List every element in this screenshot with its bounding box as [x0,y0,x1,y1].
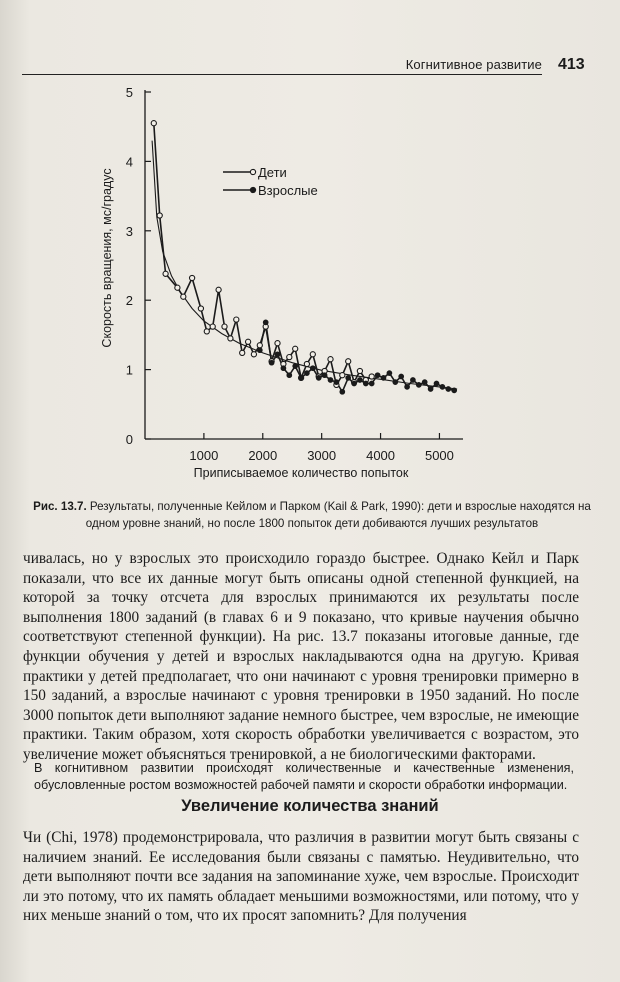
adults-data-point [422,380,427,385]
children-data-point [346,359,351,364]
children-data-point [204,329,209,334]
children-data-point [293,346,298,351]
adults-data-point [269,360,274,365]
adults-data-point [352,381,357,386]
adults-data-point [375,373,380,378]
adults-data-point [446,387,451,392]
y-tick-label: 0 [125,432,133,447]
adults-data-point [334,380,339,385]
y-tick-label: 5 [125,85,133,100]
adults-data-point [381,376,386,381]
adults-data-point [263,320,268,325]
section-heading: Увеличение количества знаний [181,797,439,815]
children-data-point [216,287,221,292]
children-data-point [240,350,245,355]
children-data-point [328,357,333,362]
x-tick-label: 1000 [189,448,219,463]
children-data-point [157,213,162,218]
children-data-point [275,341,280,346]
adults-data-point [417,383,422,388]
adults-data-point [358,378,363,383]
adults-data-point [299,376,304,381]
x-tick-label: 5000 [424,448,454,463]
body-paragraph-2: Чи (Chi, 1978) продемонстрировала, что различия в развитии могут быть связаны с наличием знаний. Ее исследования были связаны с памятью. Неудивительно, что дети выполняют почти все задания на запоминание хуже, чем взрослые. Происходит ли это потому, что их память обладает меньшими возможностями, или потому, что у них меньше знаний о том, что их просят запомнить? Для получения [23,829,579,925]
children-data-point [163,271,168,276]
children-data-point [175,285,180,290]
y-tick-label: 3 [125,223,133,239]
figure-caption [32,498,592,532]
children-data-point [310,352,315,357]
adults-data-point [387,371,392,376]
children-data-point [181,294,186,299]
children-data-point [190,275,195,280]
fit-curve [152,141,457,389]
adults-data-point [281,366,286,371]
chart-ticks [126,85,454,463]
children-data-point [228,336,233,341]
chart-markers [151,121,456,395]
y-tick-label: 4 [125,154,133,170]
caption-text: Результаты, полученные Кейлом и Парком (Kail & Park, 1990): дети и взрослые находятся на одном уровне знаний, но после 1800 попыток дети добиваются лучших результатов [85,500,591,530]
x-tick-label: 4000 [366,448,396,463]
y-tick-label: 2 [125,293,133,309]
children-data-point [340,373,345,378]
adults-data-point [364,381,369,386]
legend-label: Взрослые [258,183,318,198]
adults-data-point [393,380,398,385]
body-paragraph-1: чивалась, но у взрослых это происходило гораздо быстрее. Однако Кейл и Парк показали, что все их данные могут быть описаны одной степенной функцией, на которой за точку отсчета для взрослых принимаются их результаты после выполнения 1800 заданий (в главах 6 и 9 показано, что кривые научения обычно соответствуют степенной функции). На рис. 13.7 показаны итоговые данные, где функции обучения у детей и взрослых накладываются одна на другую. Кривая практики у детей предполагает, что они начинают с уровня тренировки примерно в 150 заданий, а взрослые начинают с уровня тренировки в 1950 заданий. Но после 3000 попыток дети выполняют задание немного быстрее, чем взрослые, не имеющие практики. Таким образом, хотя скорость обработки увеличивается с возрастом, это увеличение может объясняться тренировкой, а не биологическими факторами. [23,550,579,763]
summary-note: В когнитивном развитии происходят количественные и качественные изменения, обусловленные ростом возможностей рабочей памяти и скорости обработки информации. [34,761,574,792]
y-axis-label: Скорость вращения, мс/градус [100,168,114,348]
x-tick-label: 3000 [307,448,337,463]
children-data-point [222,324,227,329]
children-data-point [287,355,292,360]
chart-legend [223,165,318,198]
adults-data-point [399,374,404,379]
y-tick-label: 1 [125,362,133,378]
adults-data-point [340,390,345,395]
adults-data-point [452,388,457,393]
legend-label: Дети [258,165,287,180]
x-tick-label: 2000 [248,448,278,463]
adults-data-point [405,385,410,390]
adults-data-point [328,378,333,383]
chart-axes [145,90,463,439]
children-data-point [234,317,239,322]
legend-marker [250,169,255,174]
x-axis-label: Приписываемое количество попыток [193,466,409,480]
adults-data-point [346,376,351,381]
running-title: Когнитивное развитие [405,57,542,72]
children-data-point [198,306,203,311]
adults-data-point [293,364,298,369]
children-data-point [246,339,251,344]
figure-13-7-chart [95,82,475,484]
adults-data-point [411,378,416,383]
adults-data-point [369,381,374,386]
adults-data-point [428,387,433,392]
children-data-point [369,374,374,379]
children-data-point [257,343,262,348]
legend-marker [250,187,255,192]
children-data-point [357,368,362,373]
adults-data-point [322,373,327,378]
adults-data-point [316,376,321,381]
children-data-point [151,121,156,126]
adults-data-point [434,381,439,386]
running-header [22,52,542,75]
children-data-point [210,324,215,329]
adults-data-point [258,348,263,353]
adults-data-point [305,371,310,376]
children-data-point [251,352,256,357]
caption-label: Рис. 13.7. [33,500,87,513]
adults-data-point [275,352,280,357]
adults-data-point [311,366,316,371]
adults-data-point [287,373,292,378]
adults-data-point [440,385,445,390]
children-data-point [304,361,309,366]
page-number: 413 [558,56,585,73]
